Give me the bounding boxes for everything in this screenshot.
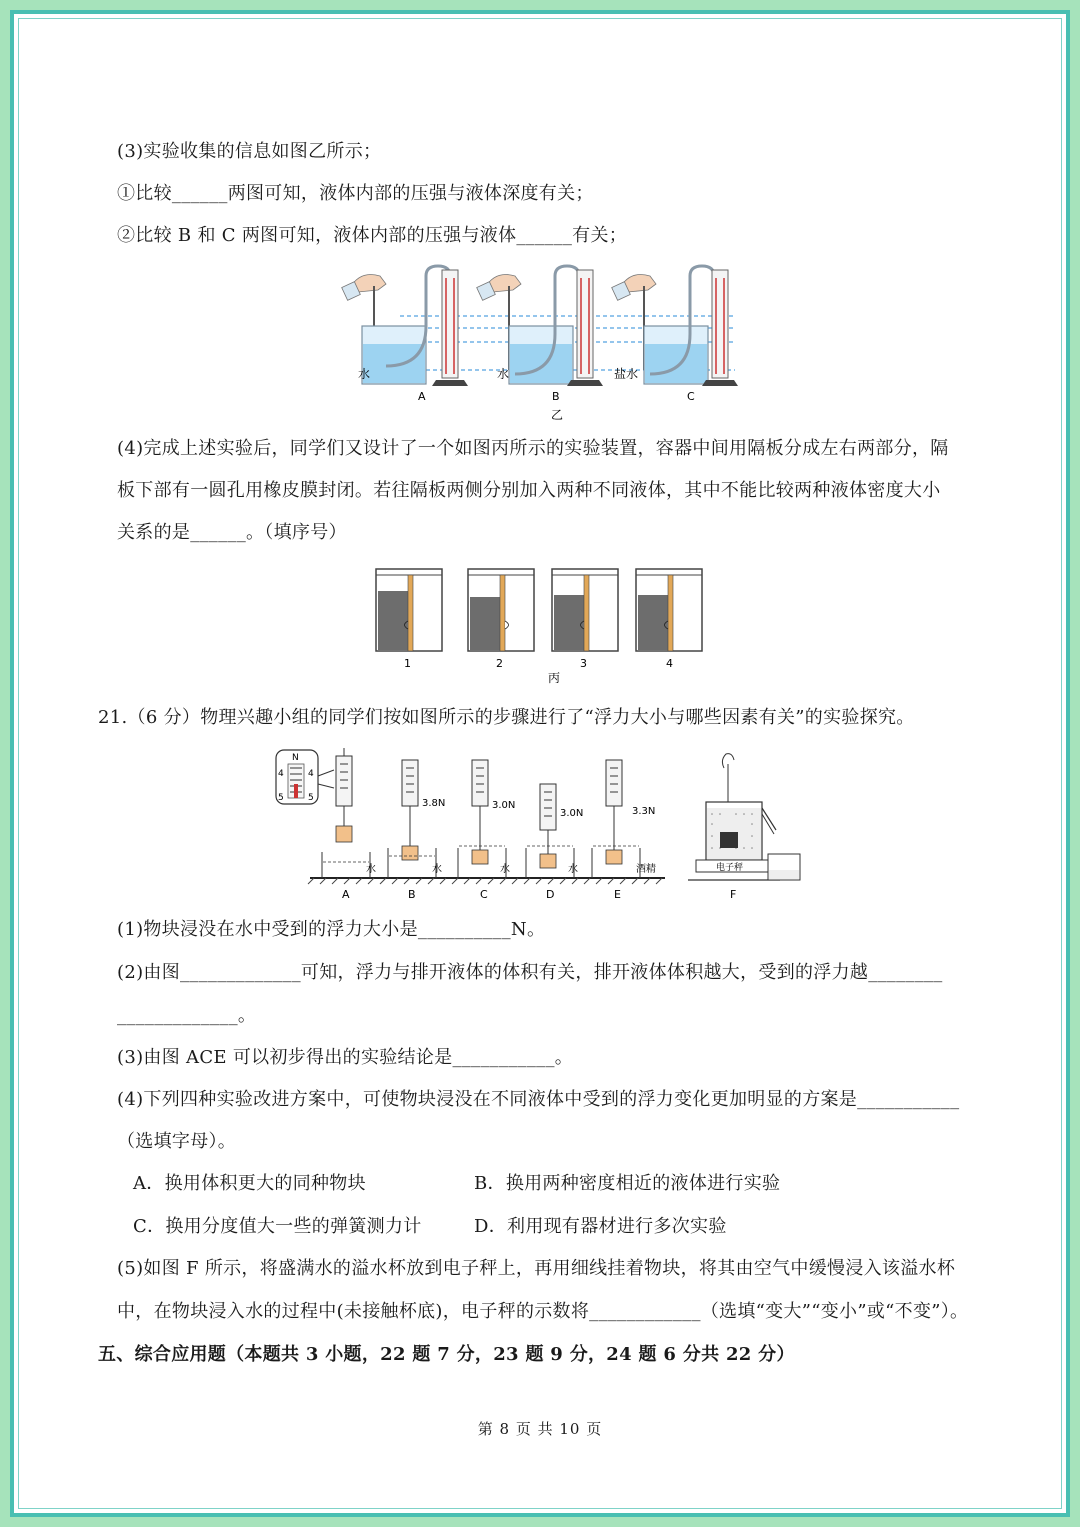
inset-tick-1: 4 xyxy=(278,769,284,779)
scale-label: 电子秤 xyxy=(716,863,744,873)
inset-tick-4: 5 xyxy=(308,793,314,803)
fig-bing-label-3: 3 xyxy=(580,657,587,670)
fig-bing-caption: 丙 xyxy=(548,671,561,685)
inset-tick-3: 5 xyxy=(278,793,284,803)
q21-sub3: (3)由图 ACE 可以初步得出的实验结论是___________。 xyxy=(117,1047,574,1068)
option-b: B．换用两种密度相近的液体进行实验 xyxy=(474,1173,781,1194)
figure-q21 xyxy=(270,744,810,904)
fig-yi-label-a: A xyxy=(418,390,426,403)
reading-c: 3.0N xyxy=(492,800,516,811)
liquid-label-a: 水 xyxy=(358,367,371,381)
option-c: C．换用分度值大一些的弹簧测力计 xyxy=(133,1216,422,1237)
fig-bing-label-4: 4 xyxy=(666,657,673,670)
step-label-f: F xyxy=(730,888,737,901)
q21-sub2-line1: (2)由图_____________可知，浮力与排开液体的体积有关，排开液体体积越大，受到的浮力越________ xyxy=(117,962,943,983)
q20-part3-item2: ②比较 B 和 C 两图可知，液体内部的压强与液体______有关； xyxy=(117,225,628,246)
figure-bing xyxy=(370,565,710,687)
inset-tick-2: 4 xyxy=(308,769,314,779)
figure-yi xyxy=(340,258,740,424)
liquid-c: 水 xyxy=(500,864,510,875)
option-d: D．利用现有器材进行多次实验 xyxy=(474,1216,727,1237)
reading-e: 3.3N xyxy=(632,806,656,817)
fig-yi-label-b: B xyxy=(552,390,560,403)
q21-sub5-line1: (5)如图 F 所示，将盛满水的溢水杯放到电子秤上，再用细线挂着物块，将其由空气中缓慢浸入该溢水杯 xyxy=(117,1258,956,1279)
q21-sub4-line1: (4)下列四种实验改进方案中，可使物块浸没在不同液体中受到的浮力变化更加明显的方案是___________ xyxy=(117,1089,960,1110)
fig-bing-label-2: 2 xyxy=(496,657,503,670)
reading-b: 3.8N xyxy=(422,798,446,809)
q20-part3-item1: ①比较______两图可知，液体内部的压强与液体深度有关； xyxy=(117,183,594,204)
step-label-d: D xyxy=(546,888,555,901)
step-label-e: E xyxy=(614,888,621,901)
step-label-c: C xyxy=(480,888,488,901)
q20-part4-line1: (4)完成上述实验后，同学们又设计了一个如图丙所示的实验装置，容器中间用隔板分成左右两部分，隔 xyxy=(117,438,949,459)
option-a: A．换用体积更大的同种物块 xyxy=(133,1173,366,1194)
q21-sub2-line2: _____________。 xyxy=(117,1005,257,1026)
section5-heading: 五、综合应用题（本题共 3 小题，22 题 7 分，23 题 9 分，24 题 6 分共 22 分） xyxy=(98,1344,795,1365)
fig-yi-caption: 乙 xyxy=(551,408,564,422)
page-footer: 第 8 页 共 10 页 xyxy=(477,1420,603,1438)
q20-part4-line2: 板下部有一圆孔用橡皮膜封闭。若往隔板两侧分别加入两种不同液体，其中不能比较两种液体密度大小 xyxy=(117,480,941,501)
fig-bing-label-1: 1 xyxy=(404,657,411,670)
liquid-d: 水 xyxy=(568,864,578,875)
liquid-label-c: 盐水 xyxy=(614,367,639,381)
step-label-b: B xyxy=(408,888,416,901)
q21-sub5-line2: 中，在物块浸入水的过程中(未接触杯底)，电子秤的示数将____________（选填“变大”“变小”或“不变”）。 xyxy=(117,1301,969,1322)
liquid-b: 水 xyxy=(432,864,442,875)
inset-unit: N xyxy=(292,753,299,763)
liquid-e: 酒精 xyxy=(636,864,656,875)
liquid-a: 水 xyxy=(366,864,376,875)
q21-sub4-line2: （选填字母）。 xyxy=(117,1131,237,1152)
step-label-a: A xyxy=(342,888,350,901)
fig-yi-label-c: C xyxy=(687,390,695,403)
reading-d: 3.0N xyxy=(560,808,584,819)
q21-stem: 21.（6 分）物理兴趣小组的同学们按如图所示的步骤进行了“浮力大小与哪些因素有关”的实验探究。 xyxy=(98,707,915,728)
liquid-label-b: 水 xyxy=(497,367,510,381)
q20-part3-text: (3)实验收集的信息如图乙所示； xyxy=(117,141,382,162)
q21-sub1: (1)物块浸没在水中受到的浮力大小是__________N。 xyxy=(117,919,546,940)
q20-part4-line3: 关系的是______。（填序号） xyxy=(117,522,347,543)
